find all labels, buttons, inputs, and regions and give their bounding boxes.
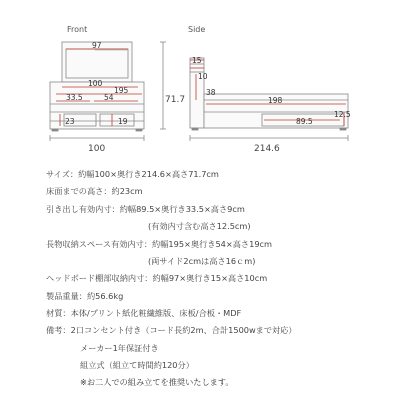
spec-warranty: メーカー1年保証付き [80, 343, 159, 353]
dim-19: 19 [118, 117, 128, 126]
spec-assembly-warning: ※お二人での組み立てを推奨いたします。 [80, 377, 234, 387]
side-headboard [190, 58, 204, 128]
spec-assembly: 組立式（組立て時間約120分） [80, 360, 194, 370]
dim-54: 54 [104, 93, 114, 102]
bed-dimension-diagram [0, 0, 400, 160]
side-view-label: Side [188, 25, 206, 34]
spec-long-storage: 長物収納スペース有効内寸：約幅195×奥行き54×高さ19cm [46, 239, 273, 249]
dim-195: 195 [114, 86, 129, 95]
spec-floor-height: 床面までの高さ：約23cm [46, 186, 143, 196]
dim-12-5: 12.5 [334, 110, 351, 119]
dim-100-inner: 100 [88, 79, 103, 88]
dim-33-5: 33.5 [66, 93, 83, 102]
spec-material: 材質：本体/プリント紙化粧繊維版、床板/合板・MDF [46, 308, 242, 318]
spec-size: サイズ：約幅100×奥行き214.6×高さ71.7cm [46, 169, 219, 179]
dim-97: 97 [92, 41, 102, 50]
spec-headboard: ヘッドボード棚部収納内寸：約幅97×奥行き15×高さ10cm [46, 273, 268, 283]
spec-remarks: 備考：2口コンセント付き（コード長約2m、合計1500wまで対応） [46, 325, 297, 335]
dim-214-6: 214.6 [254, 144, 280, 154]
spec-drawer-note: (有効内寸含む高さ12.5cm) [148, 221, 251, 231]
dim-71-7: 71.7 [165, 95, 186, 105]
front-view-label: Front [67, 25, 88, 34]
spec-long-note: (両サイド2cmは高さ16ｃm) [148, 256, 256, 266]
dim-23: 23 [65, 117, 75, 126]
dim-89-5: 89.5 [296, 117, 313, 126]
dim-198: 198 [268, 96, 283, 105]
dim-10: 10 [198, 72, 208, 81]
dim-38: 38 [206, 88, 216, 97]
dim-100: 100 [88, 144, 106, 154]
spec-drawer: 引き出し有効内寸：約幅89.5×奥行き33.5×高さ9cm [46, 204, 245, 214]
dim-15: 15 [192, 56, 202, 65]
spec-weight: 製品重量：約56.6kg [46, 291, 124, 301]
